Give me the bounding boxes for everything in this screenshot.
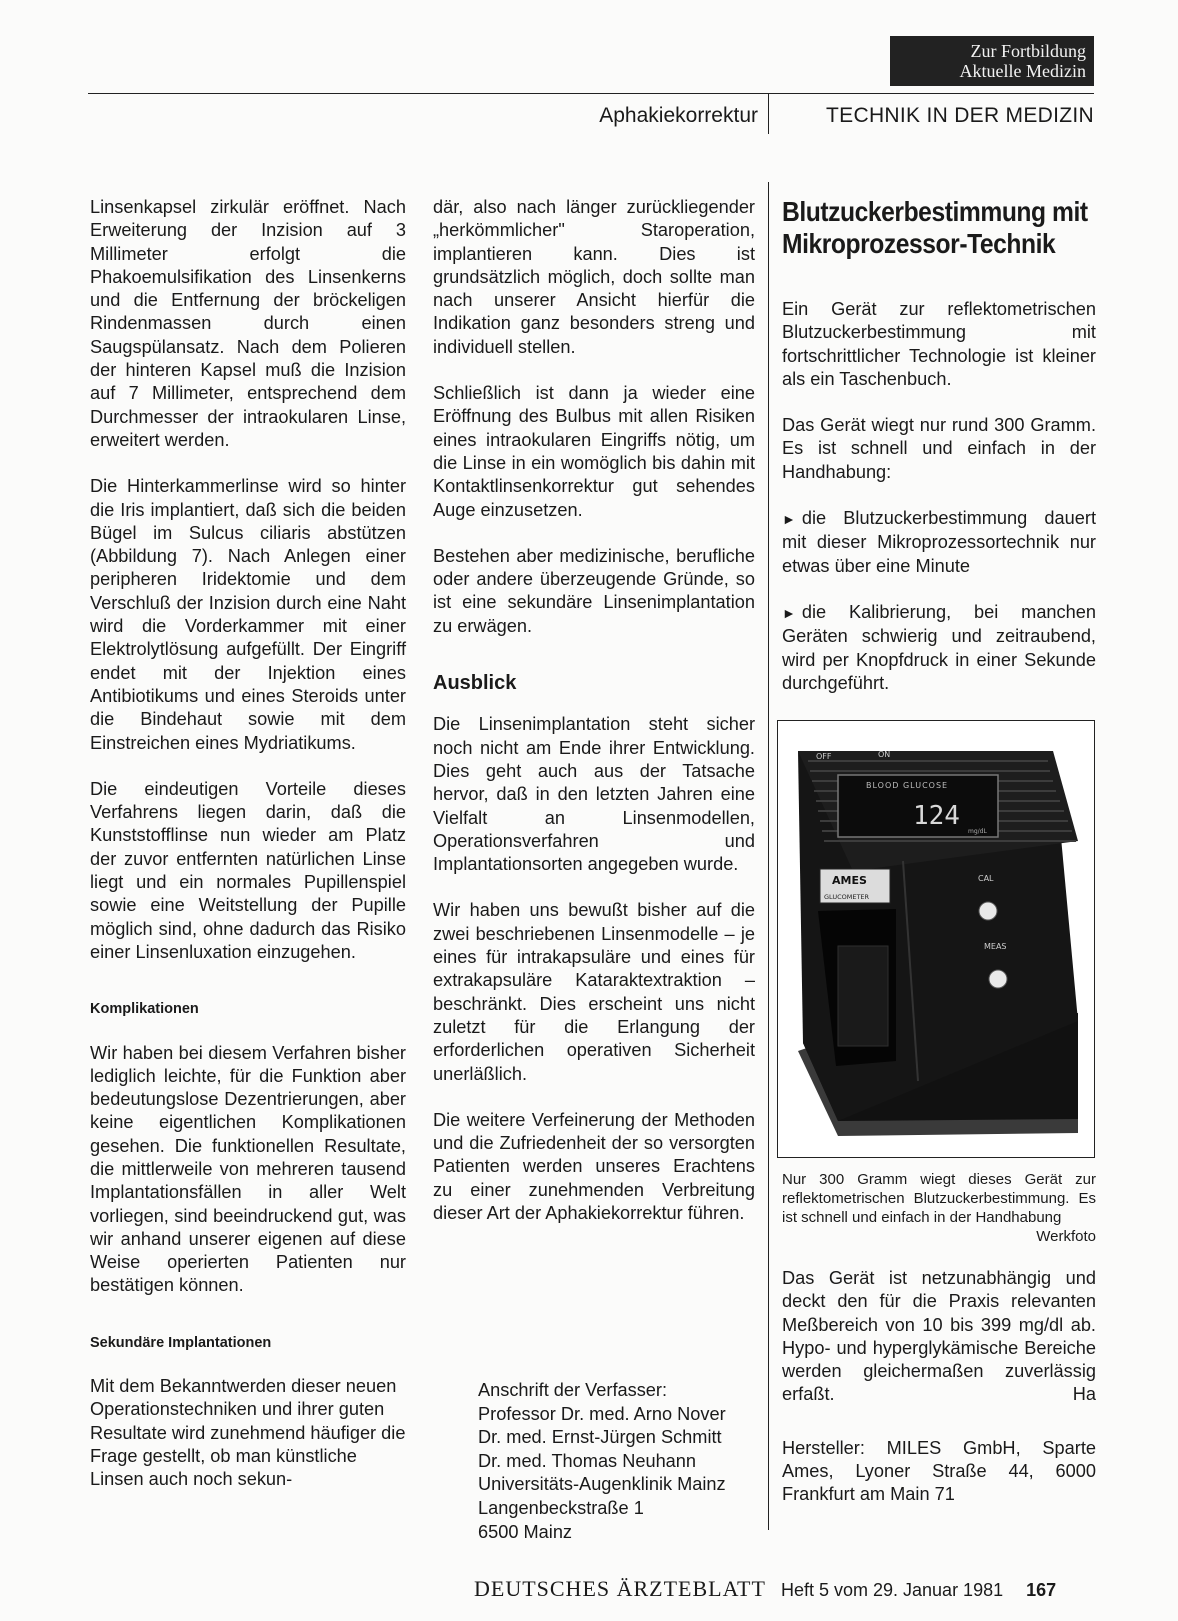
bullet-item	[782, 601, 1096, 695]
display-unit: mg/dL	[968, 828, 987, 835]
column-divider	[768, 182, 769, 1530]
bullet-item	[782, 507, 1096, 578]
caption-text: Nur 300 Gramm wiegt dieses Gerät zur reflektometrischen Blutzuckerbestimmung. Es ist schnell und einfach in der Handhabung	[782, 1171, 1096, 1226]
article-title: Blutzuckerbestimmung mit Mikroprozessor-Technik	[782, 196, 1088, 259]
glucometer-illustration	[778, 721, 1095, 1158]
address-line: Universitäts-Augenklinik Mainz	[478, 1474, 726, 1495]
author-address	[478, 1379, 768, 1544]
cal-label: CAL	[978, 874, 994, 883]
address-line: Professor Dr. med. Arno Nover	[478, 1403, 726, 1424]
display-label: BLOOD GLUCOSE	[866, 781, 949, 790]
photo-caption	[782, 1170, 1096, 1246]
bullet-triangle-icon: ►	[782, 511, 796, 528]
author-signature: Ha	[1072, 1384, 1096, 1405]
address-line: Langenbeckstraße 1	[478, 1497, 644, 1518]
paragraph: Die Hinterkammerlinse wird so hinter die Iris implantiert, daß sich die beiden Bügel im Sulcus ciliaris abstützen (Abbildung 7). Nach Anlegen einer peripheren Iridektomie und dem Verschluß der Inzision durch eine Naht wird die Vorderkammer mit einer Elektrolytlösung aufgefüllt. Der Eingriff endet mit der Injektion eines Antibiotikums und eines Steroids unter die Bindehaut sowie mit dem Einstreichen eines Mydriatikums.	[90, 476, 406, 753]
photo-credit: Werkfoto	[1036, 1228, 1096, 1245]
display-reading: 124	[913, 801, 960, 831]
paragraph: Die weitere Verfeinerung der Methoden und die Zufriedenheit der so versorgten Patienten werden unseres Erachtens zu einer zunehmenden Verbreitung dieser Art der Aphakiekorrektur führen.	[433, 1109, 755, 1223]
badge-line-2: Aktuelle Medizin	[959, 61, 1086, 81]
running-head-left: Aphakiekorrektur	[599, 104, 758, 127]
paragraph: Ein Gerät zur reflektometrischen Blutzuckerbestimmung mit fortschrittlicher Technologie ist kleiner als ein Taschenbuch.	[782, 299, 1096, 389]
section-badge	[890, 36, 1094, 86]
device-photo	[777, 720, 1095, 1158]
model-text: GLUCOMETER	[824, 893, 870, 901]
manufacturer-note: Hersteller: MILES GmbH, Sparte Ames, Lyoner Straße 44, 6000 Frankfurt am Main 71	[782, 1437, 1096, 1505]
column-3-continued	[782, 1267, 1096, 1530]
meas-label: MEAS	[984, 942, 1007, 951]
running-head-right: TECHNIK IN DER MEDIZIN	[826, 104, 1094, 127]
cal-button	[979, 902, 997, 920]
paragraph: Wir haben bei diesem Verfahren bisher lediglich leichte, für die Funktion aber bedeutungslose Dezentrierungen, aber keine eigentlichen Komplikationen gesehen. Die funktionellen Resultate, die mittlerweile von mehreren tausend Implantationsfällen in aller Welt vorliegen, sind beeindruckend gut, was wir anhand unserer eigenen auf diese Weise operierten Patienten nur bestätigen können.	[90, 1042, 406, 1296]
meas-button	[989, 970, 1007, 988]
paragraph: där, also nach länger zurückliegender „herkömmlicher" Staroperation, implantieren kann. Dies ist grundsätzlich möglich, doch sollte man nach unserer Ansicht hierfür die Indikation ganz besonders streng und individuell stellen.	[433, 197, 755, 357]
header-rule	[88, 93, 1094, 94]
paragraph: Die Linsenimplantation steht sicher noch nicht am Ende ihrer Entwicklung. Dies geht auch aus der Tatsache hervor, daß in den letzten Jahren eine Vielfalt an Linsenmodellen, Operationsverfahren und Implantationsorten angegeben wurde.	[433, 714, 755, 875]
device-off-label: OFF	[816, 752, 832, 761]
heading-ausblick: Ausblick	[433, 672, 517, 695]
bullet-text: die Blutzuckerbestimmung dauert mit dieser Mikroprozessortechnik nur etwas über eine Minute	[782, 508, 1096, 576]
paragraph: Wir haben uns bewußt bisher auf die zwei beschriebenen Linsenmodelle – je eines für intrakapsuläre und eines für extrakapsuläre Kataraktextraktion – beschränkt. Dies erscheint uns nicht zuletzt für die Erlangung der erforderlichen operativen Sicherheit unerläßlich.	[433, 900, 755, 1084]
address-line: Dr. med. Thomas Neuhann	[478, 1450, 697, 1471]
device-on-label: ON	[878, 750, 891, 759]
subheading-sekundaere-implantationen: Sekundäre Implantationen	[90, 1334, 272, 1351]
address-line: 6500 Mainz	[478, 1521, 573, 1542]
badge-line-1: Zur Fortbildung	[970, 41, 1086, 61]
paragraph-text: Das Gerät ist netzunabhängig und deckt den für die Praxis relevanten Meßbereich von 10 bis 399 mg/dl ab. Hypo- und hyperglykämische Bereiche werden gleichermaßen zuverlässig erfaßt.	[782, 1268, 1096, 1405]
paragraph: Linsenkapsel zirkulär eröffnet. Nach Erweiterung der Inzision auf 3 Millimeter erfolgt die Phakoemulsifikation des Linsenkerns und die Entfernung der bröckeligen Rindenmassen durch einen Saugspülansatz. Nach dem Polieren der hinteren Kapsel muß die Inzision auf 7 Millimeter, entsprechend dem Durchmesser der intraokularen Linse, erweitert werden.	[90, 197, 406, 450]
page-footer	[474, 1576, 1094, 1602]
journal-name: DEUTSCHES ÄRZTEBLATT	[474, 1576, 766, 1601]
column-1	[90, 196, 406, 1515]
brand-text: AMES	[832, 874, 867, 887]
column-3	[782, 196, 1096, 718]
address-line: Anschrift der Verfasser:	[478, 1380, 668, 1400]
paragraph: Schließlich ist dann ja wieder eine Eröffnung des Bulbus mit allen Risiken eines intraokularen Eingriffs nötig, um die Linse in ein womöglich bis dahin mit Kontaktlinsenkorrektur gut sehendes Auge einzusetzen.	[433, 383, 755, 520]
paragraph: Die eindeutigen Vorteile dieses Verfahrens liegen darin, daß die Kunststofflinse nun wieder am Platz der zuvor entfernten natürlichen Linse liegt und ein normales Pupillenspiel sowie eine Weitstellung der Pupille möglich sind, ohne dadurch das Risiko einer Linsenluxation einzugehen.	[90, 778, 406, 962]
header-divider	[768, 93, 769, 134]
paragraph	[782, 1267, 1096, 1407]
issue-info: Heft 5 vom 29. Januar 1981	[780, 1580, 1004, 1600]
paragraph: Bestehen aber medizinische, berufliche oder andere überzeugende Gründe, so ist eine sekundäre Linsenimplantation zu erwägen.	[433, 545, 755, 636]
paragraph: Mit dem Bekanntwerden dieser neuen Operationstechniken und ihrer guten Resultate wird zunehmend häufiger die Frage gestellt, ob man künstliche Linsen auch noch sekun-	[90, 1376, 406, 1490]
subheading-komplikationen: Komplikationen	[90, 1001, 199, 1018]
bullet-triangle-icon: ►	[782, 604, 796, 621]
column-2	[433, 196, 755, 1248]
page-number: 167	[1026, 1580, 1057, 1600]
bullet-text: die Kalibrierung, bei manchen Geräten schwierig und zeitraubend, wird per Knopfdruck in einer Sekunde durchgeführt.	[782, 601, 1096, 693]
paragraph: Das Gerät wiegt nur rund 300 Gramm. Es ist schnell und einfach in der Handhabung:	[782, 415, 1096, 482]
address-line: Dr. med. Ernst-Jürgen Schmitt	[478, 1427, 722, 1448]
